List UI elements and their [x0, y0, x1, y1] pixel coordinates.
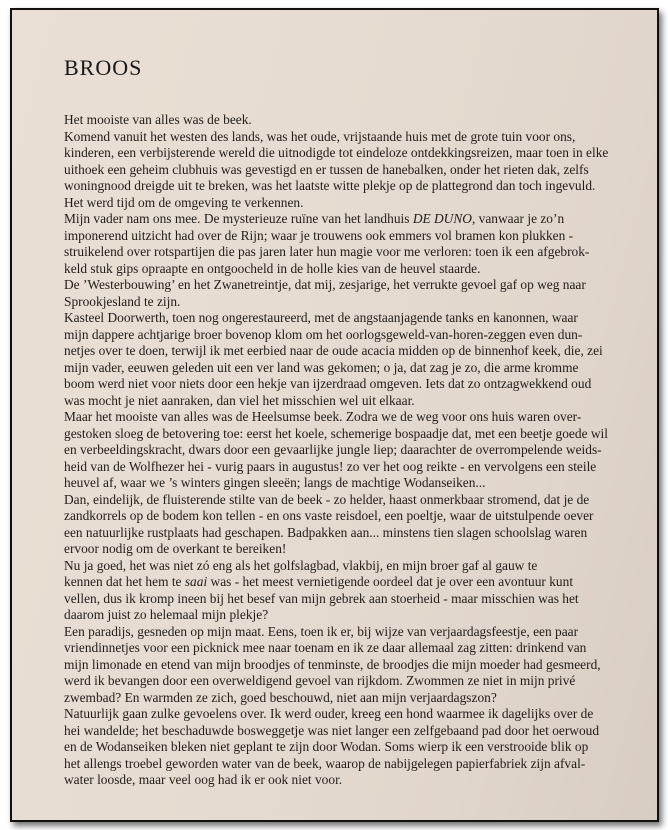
text-line [64, 442, 644, 459]
text-run: Dan, eindelijk, de fluisterende stilte van de beek - zo helder, haast onmerkbaar stromend, dat je de [64, 491, 590, 507]
text-line [64, 145, 644, 162]
text-line [64, 426, 644, 443]
text-line [64, 228, 644, 245]
text-run: netjes over te doen, terwijl ik met eerbied naar de oude acacia midden op de binnenhof keek, die, zei [64, 343, 603, 358]
text-run: een natuurlijke rustplaats had geschapen. Badpakken aan... minstens tien slagen schoolslag waren [64, 524, 588, 540]
text-run: was mocht je niet aanraken, dan viel het misschien wel uit elkaar. [64, 392, 415, 408]
text-run: , vanwaar je zo’n [471, 211, 565, 226]
text-line [64, 178, 644, 195]
body-text [64, 112, 644, 789]
text-line [64, 195, 644, 212]
text-line [64, 706, 644, 723]
text-line [64, 492, 644, 509]
text-run: ervoor nodig om de overkant te bereiken! [64, 541, 287, 556]
text-line [64, 591, 644, 608]
text-run: Komend vanuit het westen des lands, was het oude, vrijstaande huis met de grote tuin voor ons, [64, 128, 576, 144]
text-run: Het mooiste van alles was de beek. [64, 112, 252, 127]
text-run: keld stuk gips opraapte en ontgoocheld in de holle kies van de heuvel staarde. [64, 260, 481, 276]
text-line [64, 574, 644, 591]
text-run: en de Wodanseiken bleken niet geplant te zijn door Wodan. Soms wierp ik een verstrooide blik op [64, 739, 589, 754]
italic-text-run: DE DUNO [412, 211, 472, 226]
text-run: kinderen, een verbijsterende wereld die uitnodigde tot eindeloze ontdekkingsreizen, maar toen in elke [64, 145, 609, 160]
text-line [64, 310, 644, 327]
text-run: heid van de Wolfhezer hei - vurig paars in augustus! zo ver het oog reikte - en vervolgens een steile [64, 458, 597, 474]
text-run: mijn dappere achtjarige broer bovenop klom om het oorlogsgeweld-van-horen-zeggen even dun- [64, 326, 583, 342]
text-run: Nu ja goed, het was niet zó eng als het golfslagbad, vlakbij, en mijn broer gaf al gauw te [64, 557, 538, 573]
text-line [64, 211, 644, 228]
text-run: werd ik bevangen door een overweldigend gevoel van rijkdom. Zwommen ze niet in mijn privé [64, 673, 576, 688]
text-line [64, 277, 644, 294]
text-line [64, 459, 644, 476]
text-run: Een paradijs, gesneden op mijn maat. Eens, toen ik er, bij wijze van verjaardagsfeestje, een paar [64, 623, 579, 639]
text-line [64, 360, 644, 377]
text-run: mijn vader, eeuwen geleden uit een ver land was gekomen; o ja, dat zag je zo, die arme kromme [64, 359, 579, 375]
text-line [64, 162, 644, 179]
page-title: BROOS [64, 55, 143, 80]
text-line [64, 409, 644, 426]
text-run: Natuurlijk gaan zulke gevoelens over. Ik werd ouder, kreeg een hond waarmee ik dagelijks over de [64, 706, 594, 721]
text-line [64, 525, 644, 542]
text-line [64, 541, 644, 558]
text-line [64, 558, 644, 575]
text-run: Het werd tijd om de omgeving te verkennen. [64, 194, 304, 210]
text-line [64, 376, 644, 393]
text-line [64, 343, 644, 360]
text-run: boom werd niet voor niets door een hekje van ijzerdraad omgeven. Iets dat zo ontzagwekkend oud [64, 376, 592, 391]
text-run: De ’Westerbouwing’ en het Zwanetreintje, dat mij, zesjarige, het verrukte gevoel gaf op weg naar [64, 277, 586, 292]
text-line [64, 508, 644, 525]
text-line [64, 772, 644, 789]
text-line [64, 244, 644, 261]
text-run: was - het meest vernietigende oordeel dat je over een avontuur kunt [207, 574, 574, 589]
text-line [64, 657, 644, 674]
text-run: Kasteel Doorwerth, toen nog ongerestaureerd, met de angstaanjagende tanks en kanonnen, waar [64, 310, 578, 325]
italic-text-run: saai [184, 574, 208, 589]
text-line [64, 129, 644, 146]
text-line [64, 723, 644, 740]
text-run: Sprookjesland te zijn. [64, 293, 181, 309]
text-run: zandkorrels op de bodem kon tellen - en ons vaste reisdoel, een poeltje, waar de uitstulpende oever [64, 508, 594, 523]
text-run: Maar het mooiste van alles was de Heelsumse beek. Zodra we de weg voor ons huis waren over- [64, 409, 582, 424]
text-run: Mijn vader nam ons mee. De mysterieuze ruïne van het landhuis [64, 211, 413, 226]
text-line [64, 112, 644, 129]
page-photo [10, 8, 659, 822]
text-line [64, 261, 644, 278]
text-line [64, 624, 644, 641]
text-line [64, 756, 644, 773]
text-run: uithoek een geheim clubhuis was gevestigd en er tussen de hanebalken, onder het rieten dak, zelfs [64, 161, 589, 177]
text-line [64, 640, 644, 657]
text-line [64, 673, 644, 690]
text-run: daarom juist zo helemaal mijn plekje? [64, 607, 269, 622]
text-run: woningnood dreigde uit te breken, was het laatste witte plekje op de plattegrond dan toch ingevuld. [64, 178, 596, 193]
text-line [64, 739, 644, 756]
text-run: kennen dat het hem te [64, 574, 185, 589]
text-run: en verbeeldingskracht, dwars door een gevaarlijke jungle liep; daarachter de overrompelende weids- [64, 442, 602, 457]
text-line [64, 294, 644, 311]
text-run: gestoken sloeg de betovering toe: eerst het koele, schemerige bospaadje dat, met een beetje goede wil [64, 425, 608, 441]
text-run: vriendinnetjes voor een picknick mee naar toenam en ik ze daar allemaal zag zitten: drinkend van [64, 640, 587, 655]
text-run: mijn limonade en etend van mijn broodjes of tenminste, de broodjes die mijn moeder had gesmeerd, [64, 656, 601, 672]
text-run: imponerend uitzicht had over de Rijn; waar je trouwens ook emmers vol bramen kon plukken - [64, 227, 574, 243]
text-run: water loosde, maar veel oog had ik er ook niet voor. [64, 772, 343, 787]
text-line [64, 607, 644, 624]
text-run: struikelend over rotspartijen die pas jaren later hun magie voor me verloren: toen ik een afgebrok- [64, 244, 590, 259]
text-run: heuvel af, waar we ’s winters gingen sleeën; langs de machtige Wodanseiken... [64, 475, 486, 490]
text-line [64, 393, 644, 410]
text-run: zwembad? En warmden ze zich, goed beschouwd, niet aan mijn verjaardagszon? [64, 689, 497, 705]
text-run: het allengs troebel geworden water van de beek, waarop de nabijgelegen papierfabriek zijn afval- [64, 755, 586, 771]
text-line [64, 690, 644, 707]
text-line [64, 475, 644, 492]
text-run: vellen, dus ik kromp ineen bij het besef van mijn gebrek aan stoerheid - maar misschien was het [64, 590, 579, 606]
text-line [64, 327, 644, 344]
text-run: hei wandelde; het beschaduwde bosweggetje was niet langer een zelfgebaand pad door het oerwoud [64, 722, 600, 738]
